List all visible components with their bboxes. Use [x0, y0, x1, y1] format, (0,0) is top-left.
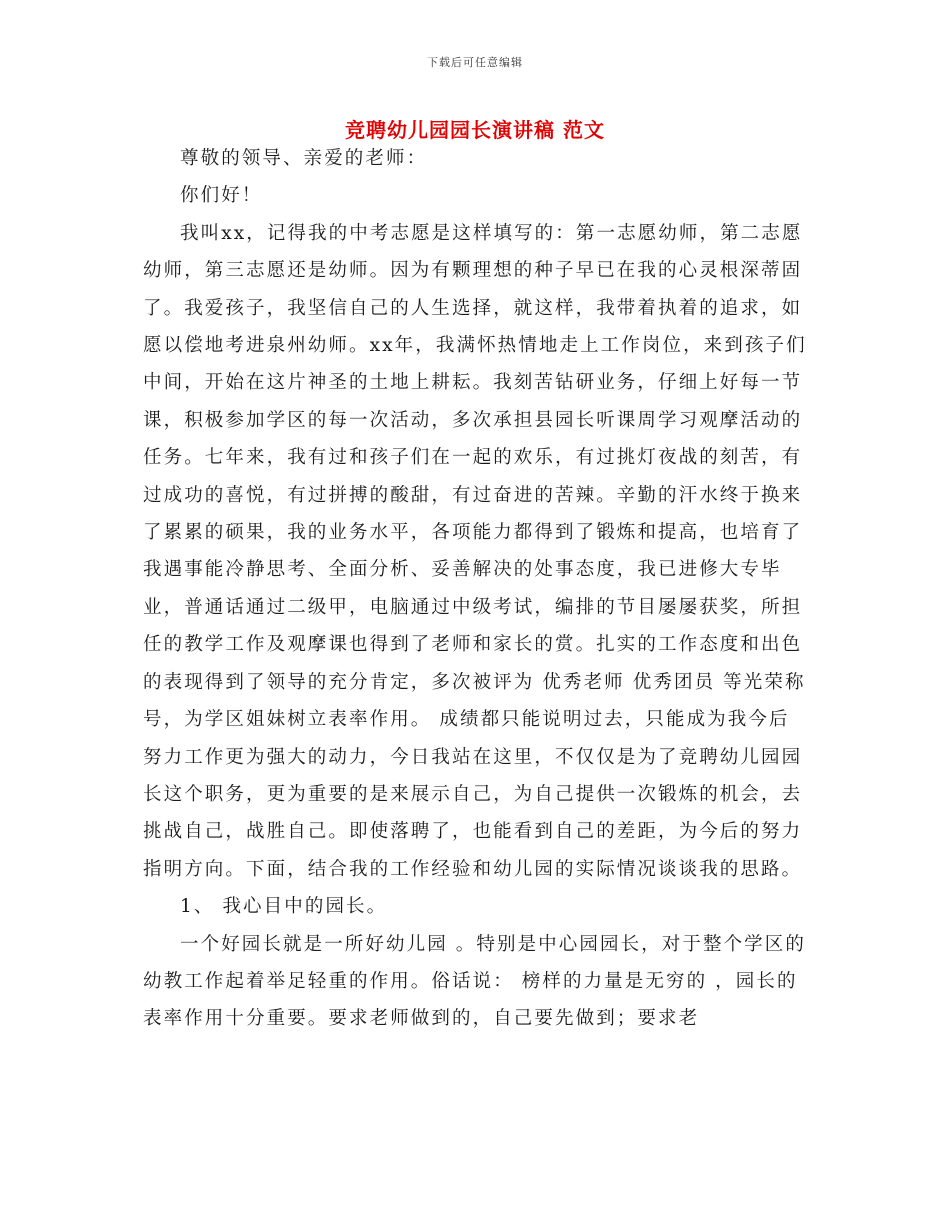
- greeting: 你们好！: [180, 185, 263, 207]
- header-note: 下载后可任意编辑: [427, 56, 523, 69]
- document-body: [143, 140, 808, 1038]
- body-paragraph-intro: 我叫xx，记得我的中考志愿是这样填写的：第一志愿幼师，第二志愿幼师，第三志愿还是幼师。因为有颗理想的种子早已在我的心灵根深蒂固了。我爱孩子，我坚信自己的人生选择，就这样，我带着执着的追求，如愿以偿地考进泉州幼师。xx年，我满怀热情地走上工作岗位，来到孩子们中间，开始在这片神圣的土地上耕耘。我刻苦钻研业务，仔细上好每一节课，积极参加学区的每一次活动，多次承担县园长听课周学习观摩活动的任务。七年来，我有过和孩子们在一起的欢乐，有过挑灯夜战的刻苦，有过成功的喜悦，有过拼搏的酸甜，有过奋进的苦辣。辛勤的汗水终于换来了累累的硕果，我的业务水平，各项能力都得到了锻炼和提高，也培育了我遇事能冷静思考、全面分析、妥善解决的处事态度，我已进修大专毕业，普通话通过二级甲，电脑通过中级考试，编排的节目屡屡获奖，所担任的教学工作及观摩课也得到了老师和家长的赏。扎实的工作态度和出色的表现得到了领导的充分肯定，多次被评为 优秀老师 优秀团员 等光荣称号，为学区姐妹树立表率作用。 成绩都只能说明过去，只能成为我今后努力工作更为强大的动力，今日我站在这里，不仅仅是为了竞聘幼儿园园长这个职务，更为重要的是来展示自己，为自己提供一次锻炼的机会，去挑战自己，战胜自己。即使落聘了，也能看到自己的差距，为今后的努力指明方向。下面，结合我的工作经验和幼儿园的实际情况谈谈我的思路。: [143, 222, 807, 880]
- section-heading-1: 1、 我心目中的园长。: [180, 896, 388, 918]
- body-paragraph-section-1: 一个好园长就是一所好幼儿园 。特别是中心园园长，对于整个学区的幼教工作起着举足轻重的作用。俗话说： 榜样的力量是无穷的 ，园长的表率作用十分重要。要求老师做到的，自己要先做到；要求老: [143, 933, 806, 1030]
- salutation: 尊敬的领导、亲爱的老师：: [180, 148, 428, 169]
- document-title: 竞聘幼儿园园长演讲稿 范文: [345, 118, 605, 142]
